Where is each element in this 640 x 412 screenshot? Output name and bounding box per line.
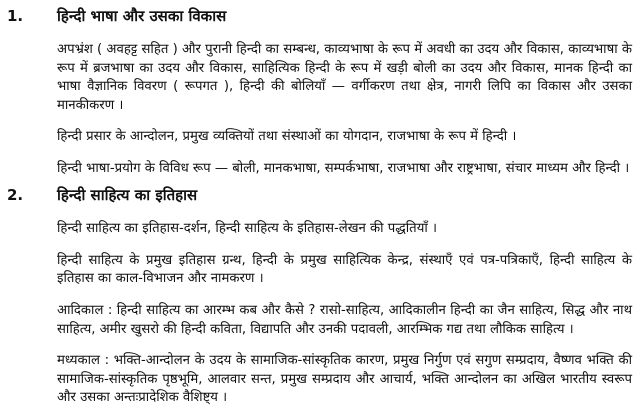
section-number: 1. xyxy=(7,7,24,25)
paragraph: अपभ्रंश ( अवहट्ट सहित ) और पुरानी हिन्दी का सम्बन्ध, काव्यभाषा के रूप में अवधी का उदय और विकास, काव्यभाषा के रूप में ब्रजभाषा का उदय और विकास, साहित्यिक हिन्दी के रूप में खड़ी बोली का उदय और विकास, मानक हिन्दी का भाषा वैज्ञानिक विवरण ( रूपगत ), हिन्दी की बोलियाँ — वर्गीकरण तथा क्षेत्र, नागरी लिपि का विकास और उसका मानकीकरण । xyxy=(57,42,632,113)
paragraph: हिन्दी साहित्य का इतिहास-दर्शन, हिन्दी साहित्य के इतिहास-लेखन की पद्धतियाँ । xyxy=(57,221,437,237)
paragraph: आदिकाल : हिन्दी साहित्य का आरम्भ कब और कैसे ? रासो-साहित्य, आदिकालीन हिन्दी का जैन साहित्य, सिद्ध और नाथ साहित्य, अमीर खुसरो की हिन्दी कविता, विद्यापति और उनकी पदावली, आरम्भिक गद्य तथा लौकिक साहित्य । xyxy=(57,303,632,337)
paragraph: हिन्दी भाषा-प्रयोग के विविध रूप — बोली, मानकभाषा, सम्पर्कभाषा, राजभाषा और राष्ट्रभाषा, संचार माध्यम और हिन्दी । xyxy=(57,161,630,177)
section-heading xyxy=(0,183,640,207)
section-title: हिन्दी साहित्य का इतिहास xyxy=(57,186,198,204)
section-heading xyxy=(0,4,640,28)
paragraph: हिन्दी प्रसार के आन्दोलन, प्रमुख व्यक्तियों तथा संस्थाओं का योगदान, राजभाषा के रूप में हिन्दी । xyxy=(57,129,517,145)
paragraph: मध्यकाल : भक्ति-आन्दोलन के उदय के सामाजिक-सांस्कृतिक कारण, प्रमुख निर्गुण एवं सगुण सम्प्रदाय, वैष्णव भक्ति की सामाजिक-सांस्कृतिक पृष्ठभूमि, आलवार सन्त, प्रमुख सम्प्रदाय और आचार्य, भक्ति आन्दोलन का अखिल भारतीय स्वरूप और उसका अन्तःप्रादेशिक वैशिष्ट्य । xyxy=(57,353,632,406)
section-hindi-literature-history xyxy=(0,183,640,412)
section-title: हिन्दी भाषा और उसका विकास xyxy=(57,7,227,25)
paragraph: हिन्दी साहित्य के प्रमुख इतिहास ग्रन्थ, हिन्दी के प्रमुख साहित्यिक केन्द्र, संस्थाएँ एवं पत्र-पत्रिकाएँ, हिन्दी साहित्य के इतिहास का काल-विभाजन और नामकरण । xyxy=(57,252,632,287)
section-hindi-language xyxy=(0,4,640,183)
section-number: 2. xyxy=(7,186,24,204)
